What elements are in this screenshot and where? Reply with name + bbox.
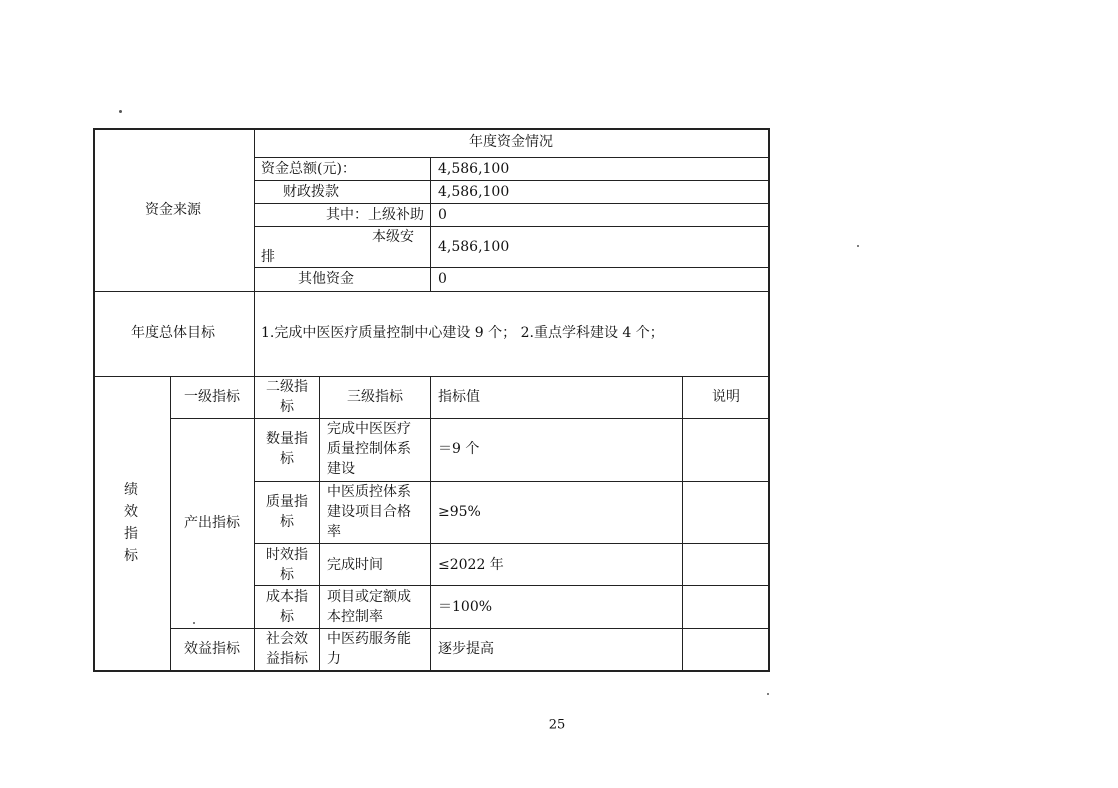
local-arrangement-label-line2: 排 — [261, 249, 275, 265]
table-border-right — [768, 128, 770, 672]
row-1-value: ≥95% — [438, 504, 481, 520]
superior-subsidy-label: 其中：上级补助 — [326, 207, 424, 223]
page-number: 25 — [548, 717, 566, 733]
header-level3: 三级指标 — [347, 389, 403, 405]
table-border-top — [93, 128, 770, 130]
benefit-indicator-group: 效益指标 — [184, 641, 240, 657]
annual-funding-title: 年度资金情况 — [469, 134, 553, 150]
local-arrangement-value: 4,586,100 — [438, 239, 510, 255]
header-value: 指标值 — [438, 389, 480, 405]
row-3-level2: 成本指 标 — [266, 589, 308, 625]
funding-total-label: 资金总额(元)： — [261, 161, 356, 177]
fiscal-allocation-value: 4,586,100 — [438, 184, 510, 200]
row-3-level3: 项目或定额成 本控制率 — [327, 589, 411, 625]
row-4-level3: 中医药服务能 力 — [327, 631, 411, 667]
row-1-level2: 质量指 标 — [266, 494, 308, 530]
table-border-bottom — [93, 670, 770, 672]
scan-speck — [857, 245, 859, 247]
row-4-level2: 社会效 益指标 — [266, 631, 308, 667]
annual-goal-label: 年度总体目标 — [131, 325, 215, 341]
header-level2: 二级指 标 — [266, 379, 308, 415]
superior-subsidy-value: 0 — [438, 207, 447, 223]
row-0-level3: 完成中医医疗 质量控制体系 建设 — [327, 421, 411, 477]
fiscal-allocation-label: 财政拨款 — [283, 184, 339, 200]
scan-speck — [193, 622, 195, 624]
performance-row-header: 绩 效 指 标 — [124, 482, 138, 564]
funding-divider — [254, 128, 255, 376]
scan-speck — [767, 693, 769, 695]
funding-source-header: 资金来源 — [145, 202, 201, 218]
row-2-value: ≤2022 年 — [438, 557, 504, 573]
scan-speck — [119, 110, 122, 113]
row-4-value: 逐步提高 — [438, 641, 494, 657]
output-indicator-group: 产出指标 — [184, 515, 240, 531]
table-border-left — [93, 128, 95, 672]
header-level1: 一级指标 — [184, 389, 240, 405]
other-funds-value: 0 — [438, 271, 447, 287]
header-note: 说明 — [712, 389, 740, 405]
funding-total-value: 4,586,100 — [438, 161, 510, 177]
local-arrangement-label-line1: 本级安 — [372, 229, 414, 245]
row-0-level2: 数量指 标 — [266, 431, 308, 467]
annual-goal-text: 1.完成中医医疗质量控制中心建设 9 个； 2.重点学科建设 4 个； — [261, 325, 664, 341]
other-funds-label: 其他资金 — [298, 271, 354, 287]
row-3-value: ＝100% — [438, 599, 493, 615]
row-0-value: ＝9 个 — [438, 441, 480, 457]
row-2-level3: 完成时间 — [327, 557, 383, 573]
row-1-level3: 中医质控体系 建设项目合格 率 — [327, 484, 411, 540]
row-2-level2: 时效指 标 — [266, 547, 308, 583]
